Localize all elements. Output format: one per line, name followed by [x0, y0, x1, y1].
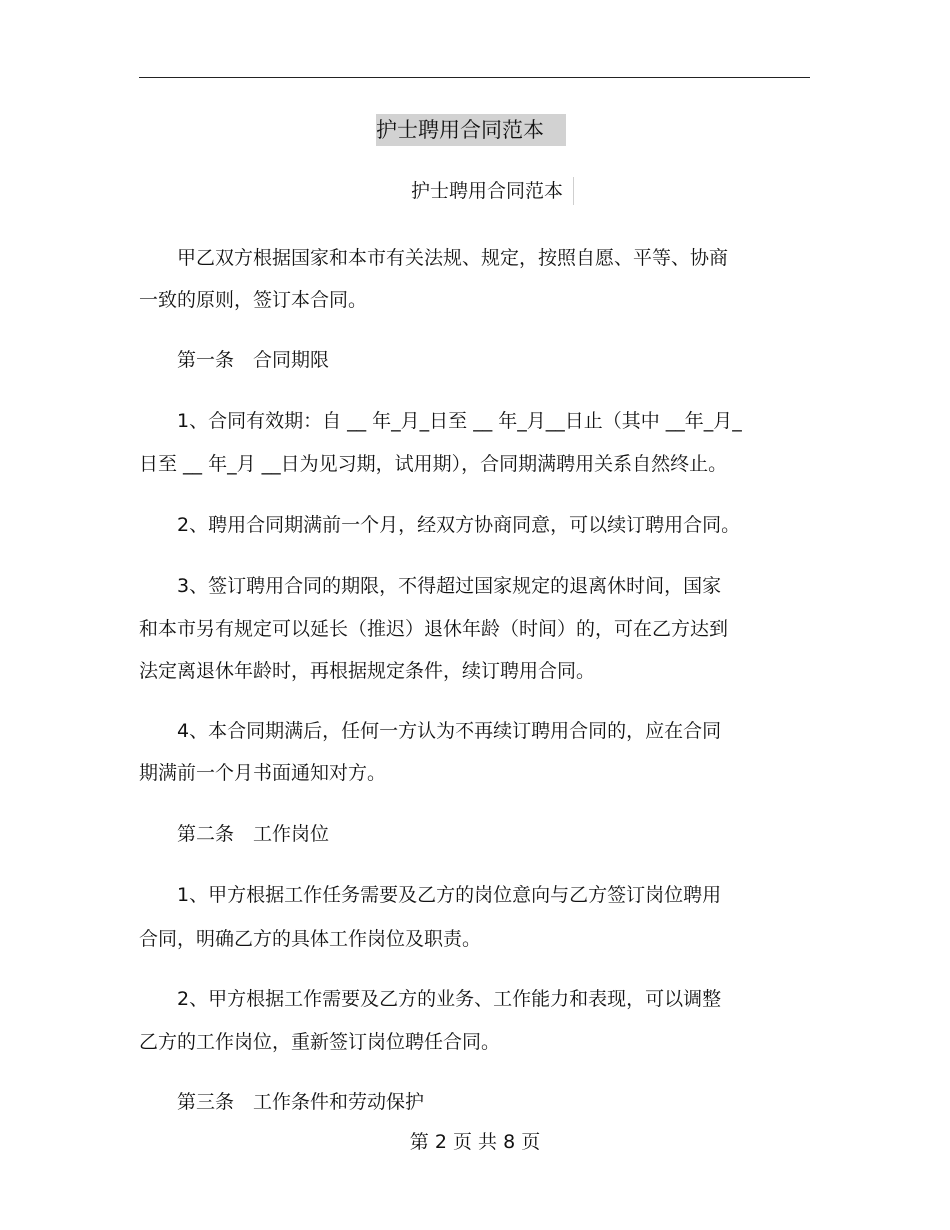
- footer-total-word: 共: [478, 1131, 498, 1153]
- paragraph-line: 2、聘用合同期满前一个月，经双方协商同意，可以续订聘用合同。: [139, 514, 741, 536]
- paragraph-line: 日至 __ 年_月 __日为见习期，试用期），合同期满聘用关系自然终止。: [139, 453, 728, 475]
- paragraph-line: 1、甲方根据工作任务需要及乙方的岗位意向与乙方签订岗位聘用: [139, 884, 722, 906]
- header-rule: [139, 77, 810, 78]
- paragraph-line: 4、本合同期满后，任何一方认为不再续订聘用合同的，应在合同: [139, 720, 722, 742]
- paragraph-line: 乙方的工作岗位，重新签订岗位聘任合同。: [139, 1031, 501, 1053]
- page-footer: [0, 1128, 950, 1156]
- footer-suffix: 页: [521, 1131, 541, 1153]
- paragraph-line: 甲乙双方根据国家和本市有关法规、规定，按照自愿、平等、协商: [139, 247, 729, 269]
- paragraph-line: 和本市另有规定可以延长（推迟）退休年龄（时间）的，可在乙方达到: [139, 618, 729, 640]
- footer-current-page: 2: [434, 1131, 447, 1153]
- section-heading: 第一条 合同期限: [139, 349, 330, 371]
- document-subtitle: 护士聘用合同范本: [411, 177, 574, 205]
- paragraph-line: 法定离退休年龄时，再根据规定条件，续订聘用合同。: [139, 660, 596, 682]
- footer-page-word: 页: [452, 1131, 472, 1153]
- paragraph-line: 2、甲方根据工作需要及乙方的业务、工作能力和表现，可以调整: [139, 988, 722, 1010]
- footer-prefix: 第: [409, 1131, 429, 1153]
- paragraph-line: 1、合同有效期：自 __ 年_月_日至 __ 年_月__日止（其中 __年_月_: [139, 410, 742, 432]
- paragraph-line: 合同，明确乙方的具体工作岗位及职责。: [139, 928, 482, 950]
- footer-total-pages: 8: [503, 1131, 516, 1153]
- paragraph-line: 期满前一个月书面通知对方。: [139, 762, 387, 784]
- document-title: 护士聘用合同范本: [376, 114, 566, 146]
- section-heading: 第三条 工作条件和劳动保护: [139, 1091, 425, 1113]
- paragraph-line: 一致的原则，签订本合同。: [139, 289, 368, 311]
- section-heading: 第二条 工作岗位: [139, 823, 330, 845]
- paragraph-line: 3、签订聘用合同的期限，不得超过国家规定的退离休时间，国家: [139, 575, 722, 597]
